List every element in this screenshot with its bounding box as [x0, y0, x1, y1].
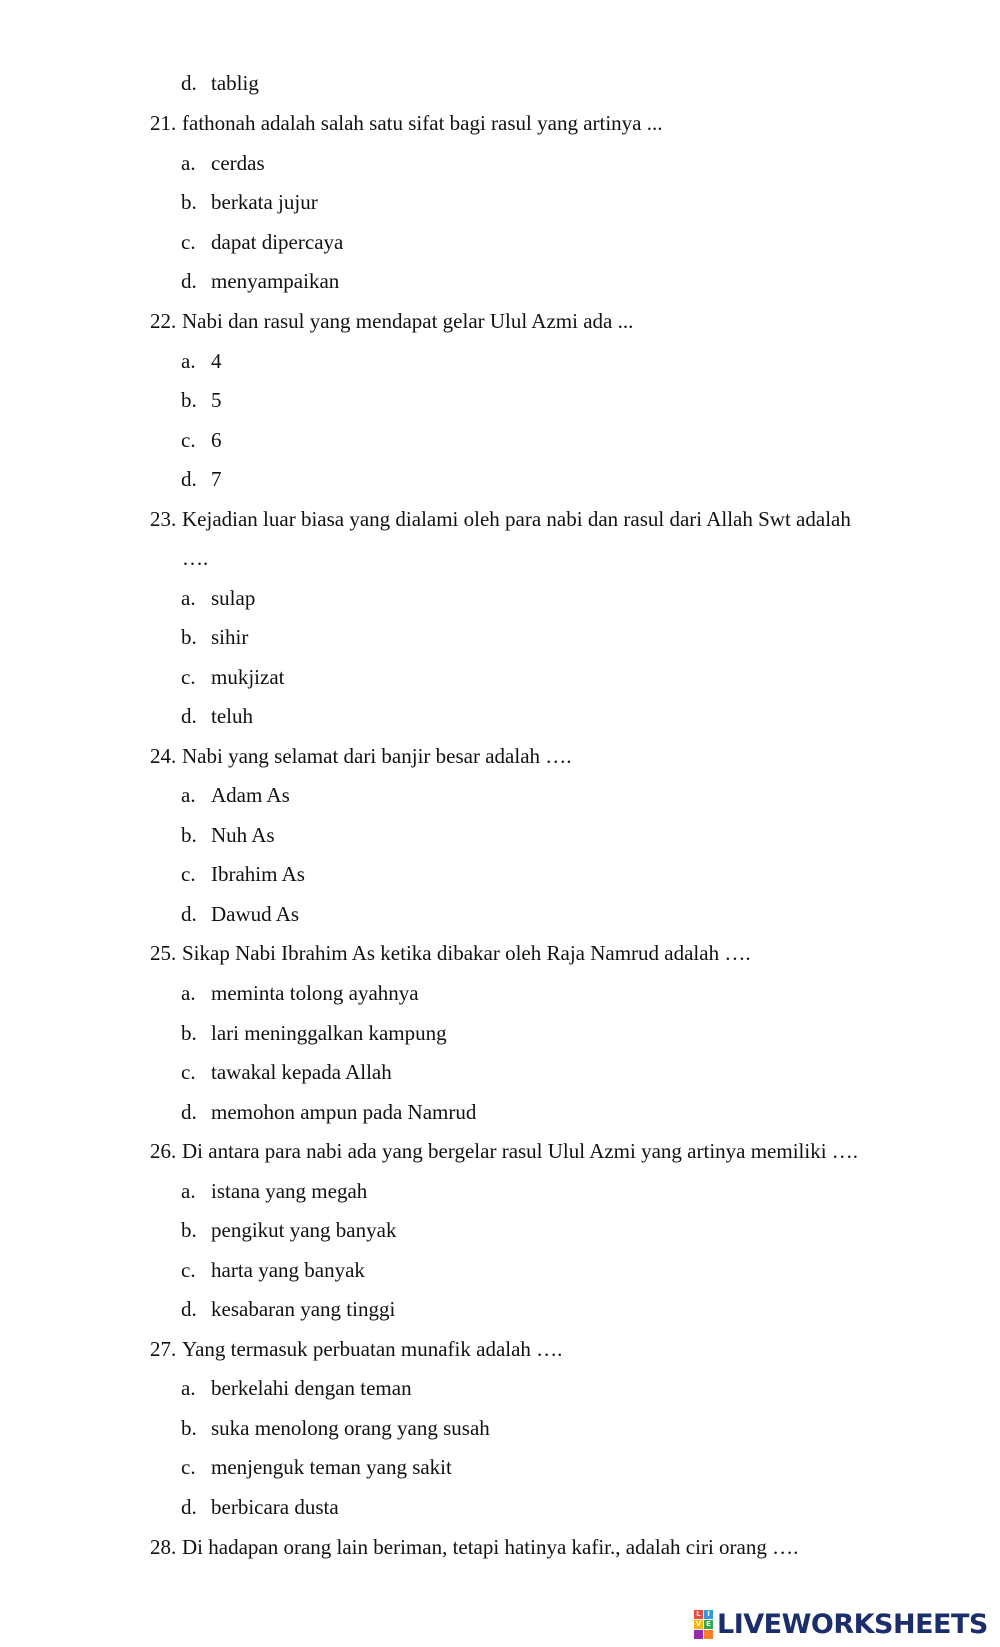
logo-mark-tile: [694, 1630, 703, 1639]
question-number: 23.: [150, 507, 177, 531]
option-letter: a.: [181, 981, 196, 1005]
option-text: cerdas: [211, 151, 265, 175]
option-letter: b.: [181, 823, 197, 847]
liveworksheets-logo: [694, 1608, 988, 1640]
option-text: Adam As: [211, 783, 290, 807]
option-letter: b.: [181, 625, 197, 649]
option-text: 7: [211, 467, 222, 491]
logo-mark-tile: [704, 1630, 713, 1639]
option-letter: c.: [181, 1455, 196, 1479]
option-letter: c.: [181, 665, 196, 689]
option-letter: d.: [181, 269, 197, 293]
option-letter: a.: [181, 1376, 196, 1400]
option-letter: a.: [181, 1179, 196, 1203]
option-letter: b.: [181, 190, 197, 214]
option-text: menjenguk teman yang sakit: [211, 1455, 452, 1479]
option-text: berbicara dusta: [211, 1495, 339, 1519]
option-text: harta yang banyak: [211, 1258, 365, 1282]
option-letter: d.: [181, 902, 197, 926]
option-letter: c.: [181, 862, 196, 886]
option-text: meminta tolong ayahnya: [211, 981, 419, 1005]
option-letter: d.: [181, 1495, 197, 1519]
question-text: Yang termasuk perbuatan munafik adalah ….: [182, 1337, 563, 1361]
option-letter: d.: [181, 1100, 197, 1124]
question-number: 24.: [150, 744, 177, 768]
logo-mark-tile: L: [694, 1610, 703, 1619]
option-text: berkata jujur: [211, 190, 318, 214]
option-letter: d.: [181, 1297, 197, 1321]
question-text: Sikap Nabi Ibrahim As ketika dibakar oleh Raja Namrud adalah ….: [182, 941, 751, 965]
logo-mark-tile: I: [704, 1610, 713, 1619]
option-text: menyampaikan: [211, 269, 340, 293]
option-text: 5: [211, 388, 222, 412]
option-text: Nuh As: [211, 823, 275, 847]
question-number: 21.: [150, 111, 177, 135]
question-text: Di antara para nabi ada yang bergelar rasul Ulul Azmi yang artinya memiliki ….: [182, 1139, 859, 1163]
logo-mark-tile: V: [695, 1619, 702, 1628]
option-text: memohon ampun pada Namrud: [211, 1100, 477, 1124]
option-text: sihir: [211, 625, 249, 649]
question-number: 28.: [150, 1535, 177, 1559]
question-number: 22.: [150, 309, 177, 333]
option-text: sulap: [211, 586, 256, 610]
option-text: suka menolong orang yang susah: [211, 1416, 490, 1440]
question-text: Kejadian luar biasa yang dialami oleh para nabi dan rasul dari Allah Swt adalah: [182, 507, 851, 531]
question-number: 25.: [150, 941, 177, 965]
question-number: 26.: [150, 1139, 177, 1163]
option-text: kesabaran yang tinggi: [211, 1297, 396, 1321]
option-letter: a.: [181, 783, 196, 807]
question-text: fathonah adalah salah satu sifat bagi rasul yang artinya ...: [182, 111, 663, 135]
option-text: 4: [211, 349, 222, 373]
option-letter: d.: [181, 467, 197, 491]
logo-text: LIVEWORKSHEETS: [717, 1608, 988, 1640]
question-text: Di hadapan orang lain beriman, tetapi hatinya kafir., adalah ciri orang ….: [182, 1535, 799, 1559]
option-text: 6: [211, 428, 222, 452]
question-text-cont: ….: [182, 546, 209, 570]
option-text: lari meninggalkan kampung: [211, 1021, 447, 1045]
option-text: mukjizat: [211, 665, 285, 689]
option-letter: d.: [181, 704, 197, 728]
logo-mark-tile: E: [704, 1620, 713, 1629]
option-letter: b.: [181, 1218, 197, 1242]
option-letter: d.: [181, 71, 197, 95]
option-text: teluh: [211, 704, 253, 728]
option-letter: b.: [181, 1021, 197, 1045]
option-text: tablig: [211, 71, 259, 95]
option-letter: a.: [181, 349, 196, 373]
logo-mark-icon: [694, 1610, 713, 1639]
option-text: tawakal kepada Allah: [211, 1060, 392, 1084]
question-text: Nabi yang selamat dari banjir besar adalah ….: [182, 744, 572, 768]
option-text: istana yang megah: [211, 1179, 368, 1203]
option-letter: c.: [181, 428, 196, 452]
option-text: Dawud As: [211, 902, 300, 926]
option-text: berkelahi dengan teman: [211, 1376, 412, 1400]
option-text: pengikut yang banyak: [211, 1218, 397, 1242]
option-text: dapat dipercaya: [211, 230, 344, 254]
option-letter: b.: [181, 388, 197, 412]
option-letter: c.: [181, 1258, 196, 1282]
question-number: 27.: [150, 1337, 177, 1361]
question-text: Nabi dan rasul yang mendapat gelar Ulul Azmi ada ...: [182, 309, 634, 333]
option-letter: a.: [181, 586, 196, 610]
option-letter: b.: [181, 1416, 197, 1440]
option-text: Ibrahim As: [211, 862, 305, 886]
option-letter: c.: [181, 1060, 196, 1084]
option-letter: c.: [181, 230, 196, 254]
option-letter: a.: [181, 151, 196, 175]
